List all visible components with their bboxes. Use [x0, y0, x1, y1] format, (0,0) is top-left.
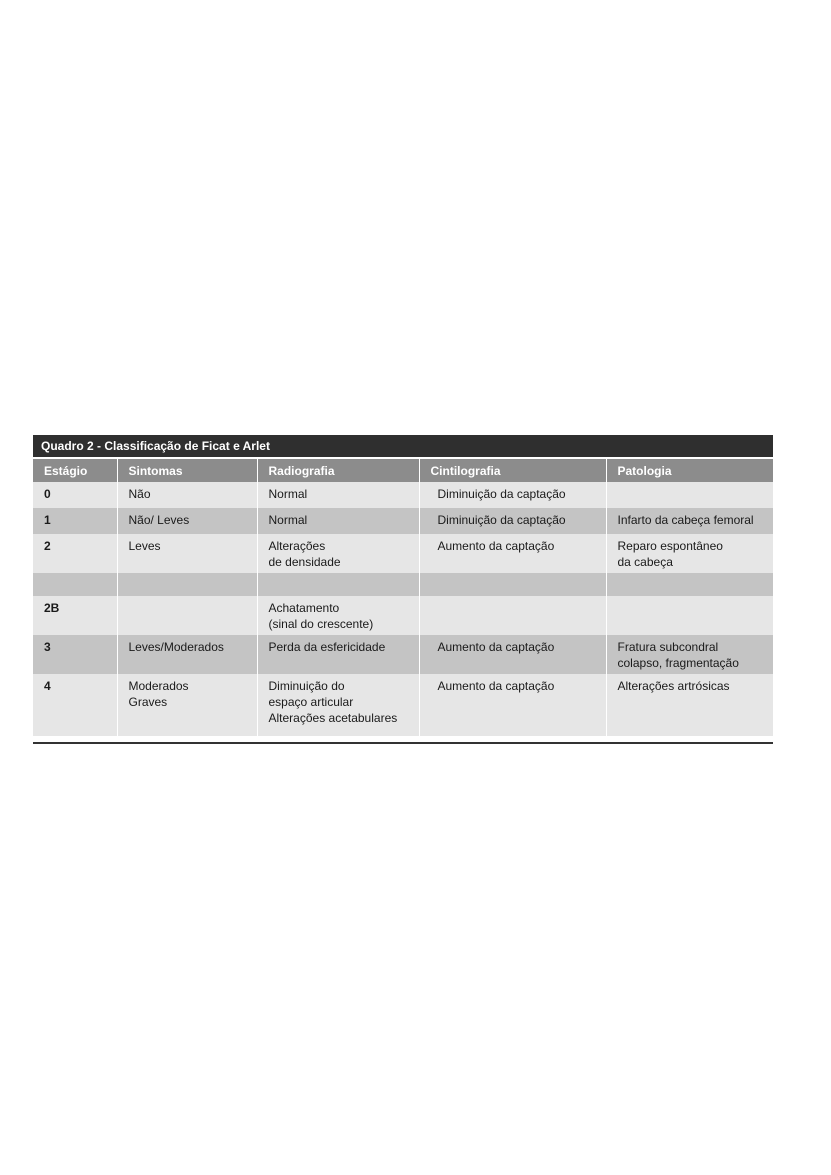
- cell-scintigraphy: Diminuição da captação: [419, 482, 606, 508]
- table-row-empty: [33, 573, 773, 596]
- cell-scintigraphy: Aumento da captação: [419, 674, 606, 736]
- cell-pathology: Reparo espontâneo da cabeça: [606, 534, 773, 573]
- column-header-pathology: Patologia: [606, 459, 773, 482]
- cell-scintigraphy: Aumento da captação: [419, 635, 606, 674]
- table-row: [33, 482, 773, 508]
- table-caption: Quadro 2 - Classificação de Ficat e Arlet: [33, 435, 773, 459]
- cell-stage: 2B: [33, 596, 117, 635]
- cell-stage: 2: [33, 534, 117, 573]
- cell-radiography: Normal: [257, 482, 419, 508]
- ficat-arlet-table-block: [33, 435, 773, 744]
- cell-radiography: Alterações de densidade: [257, 534, 419, 573]
- cell-pathology: Alterações artrósicas: [606, 674, 773, 736]
- table-row: [33, 635, 773, 674]
- cell-symptoms: Leves/Moderados: [117, 635, 257, 674]
- column-header-scintigraphy: Cintilografia: [419, 459, 606, 482]
- cell-scintigraphy: Aumento da captação: [419, 534, 606, 573]
- table-row: [33, 596, 773, 635]
- cell-scintigraphy: [419, 573, 606, 596]
- cell-stage: 4: [33, 674, 117, 736]
- table-header-row: [33, 459, 773, 482]
- cell-symptoms: Não: [117, 482, 257, 508]
- column-header-symptoms: Sintomas: [117, 459, 257, 482]
- cell-symptoms: Moderados Graves: [117, 674, 257, 736]
- cell-pathology: Infarto da cabeça femoral: [606, 508, 773, 534]
- cell-stage: [33, 573, 117, 596]
- column-header-radiography: Radiografia: [257, 459, 419, 482]
- table-row: [33, 508, 773, 534]
- cell-symptoms: [117, 573, 257, 596]
- cell-pathology: [606, 596, 773, 635]
- table-row: [33, 534, 773, 573]
- column-header-stage: Estágio: [33, 459, 117, 482]
- cell-radiography: Diminuição do espaço articular Alterações acetabulares: [257, 674, 419, 736]
- cell-radiography: [257, 573, 419, 596]
- cell-radiography: Perda da esfericidade: [257, 635, 419, 674]
- cell-scintigraphy: Diminuição da captação: [419, 508, 606, 534]
- cell-stage: 3: [33, 635, 117, 674]
- ficat-arlet-table: [33, 459, 773, 736]
- cell-stage: 1: [33, 508, 117, 534]
- cell-scintigraphy: [419, 596, 606, 635]
- table-bottom-rule: [33, 742, 773, 744]
- cell-symptoms: Leves: [117, 534, 257, 573]
- cell-symptoms: [117, 596, 257, 635]
- cell-symptoms: Não/ Leves: [117, 508, 257, 534]
- cell-pathology: Fratura subcondral colapso, fragmentação: [606, 635, 773, 674]
- cell-stage: 0: [33, 482, 117, 508]
- cell-radiography: Achatamento (sinal do crescente): [257, 596, 419, 635]
- table-row: [33, 674, 773, 736]
- cell-radiography: Normal: [257, 508, 419, 534]
- cell-pathology: [606, 573, 773, 596]
- cell-pathology: [606, 482, 773, 508]
